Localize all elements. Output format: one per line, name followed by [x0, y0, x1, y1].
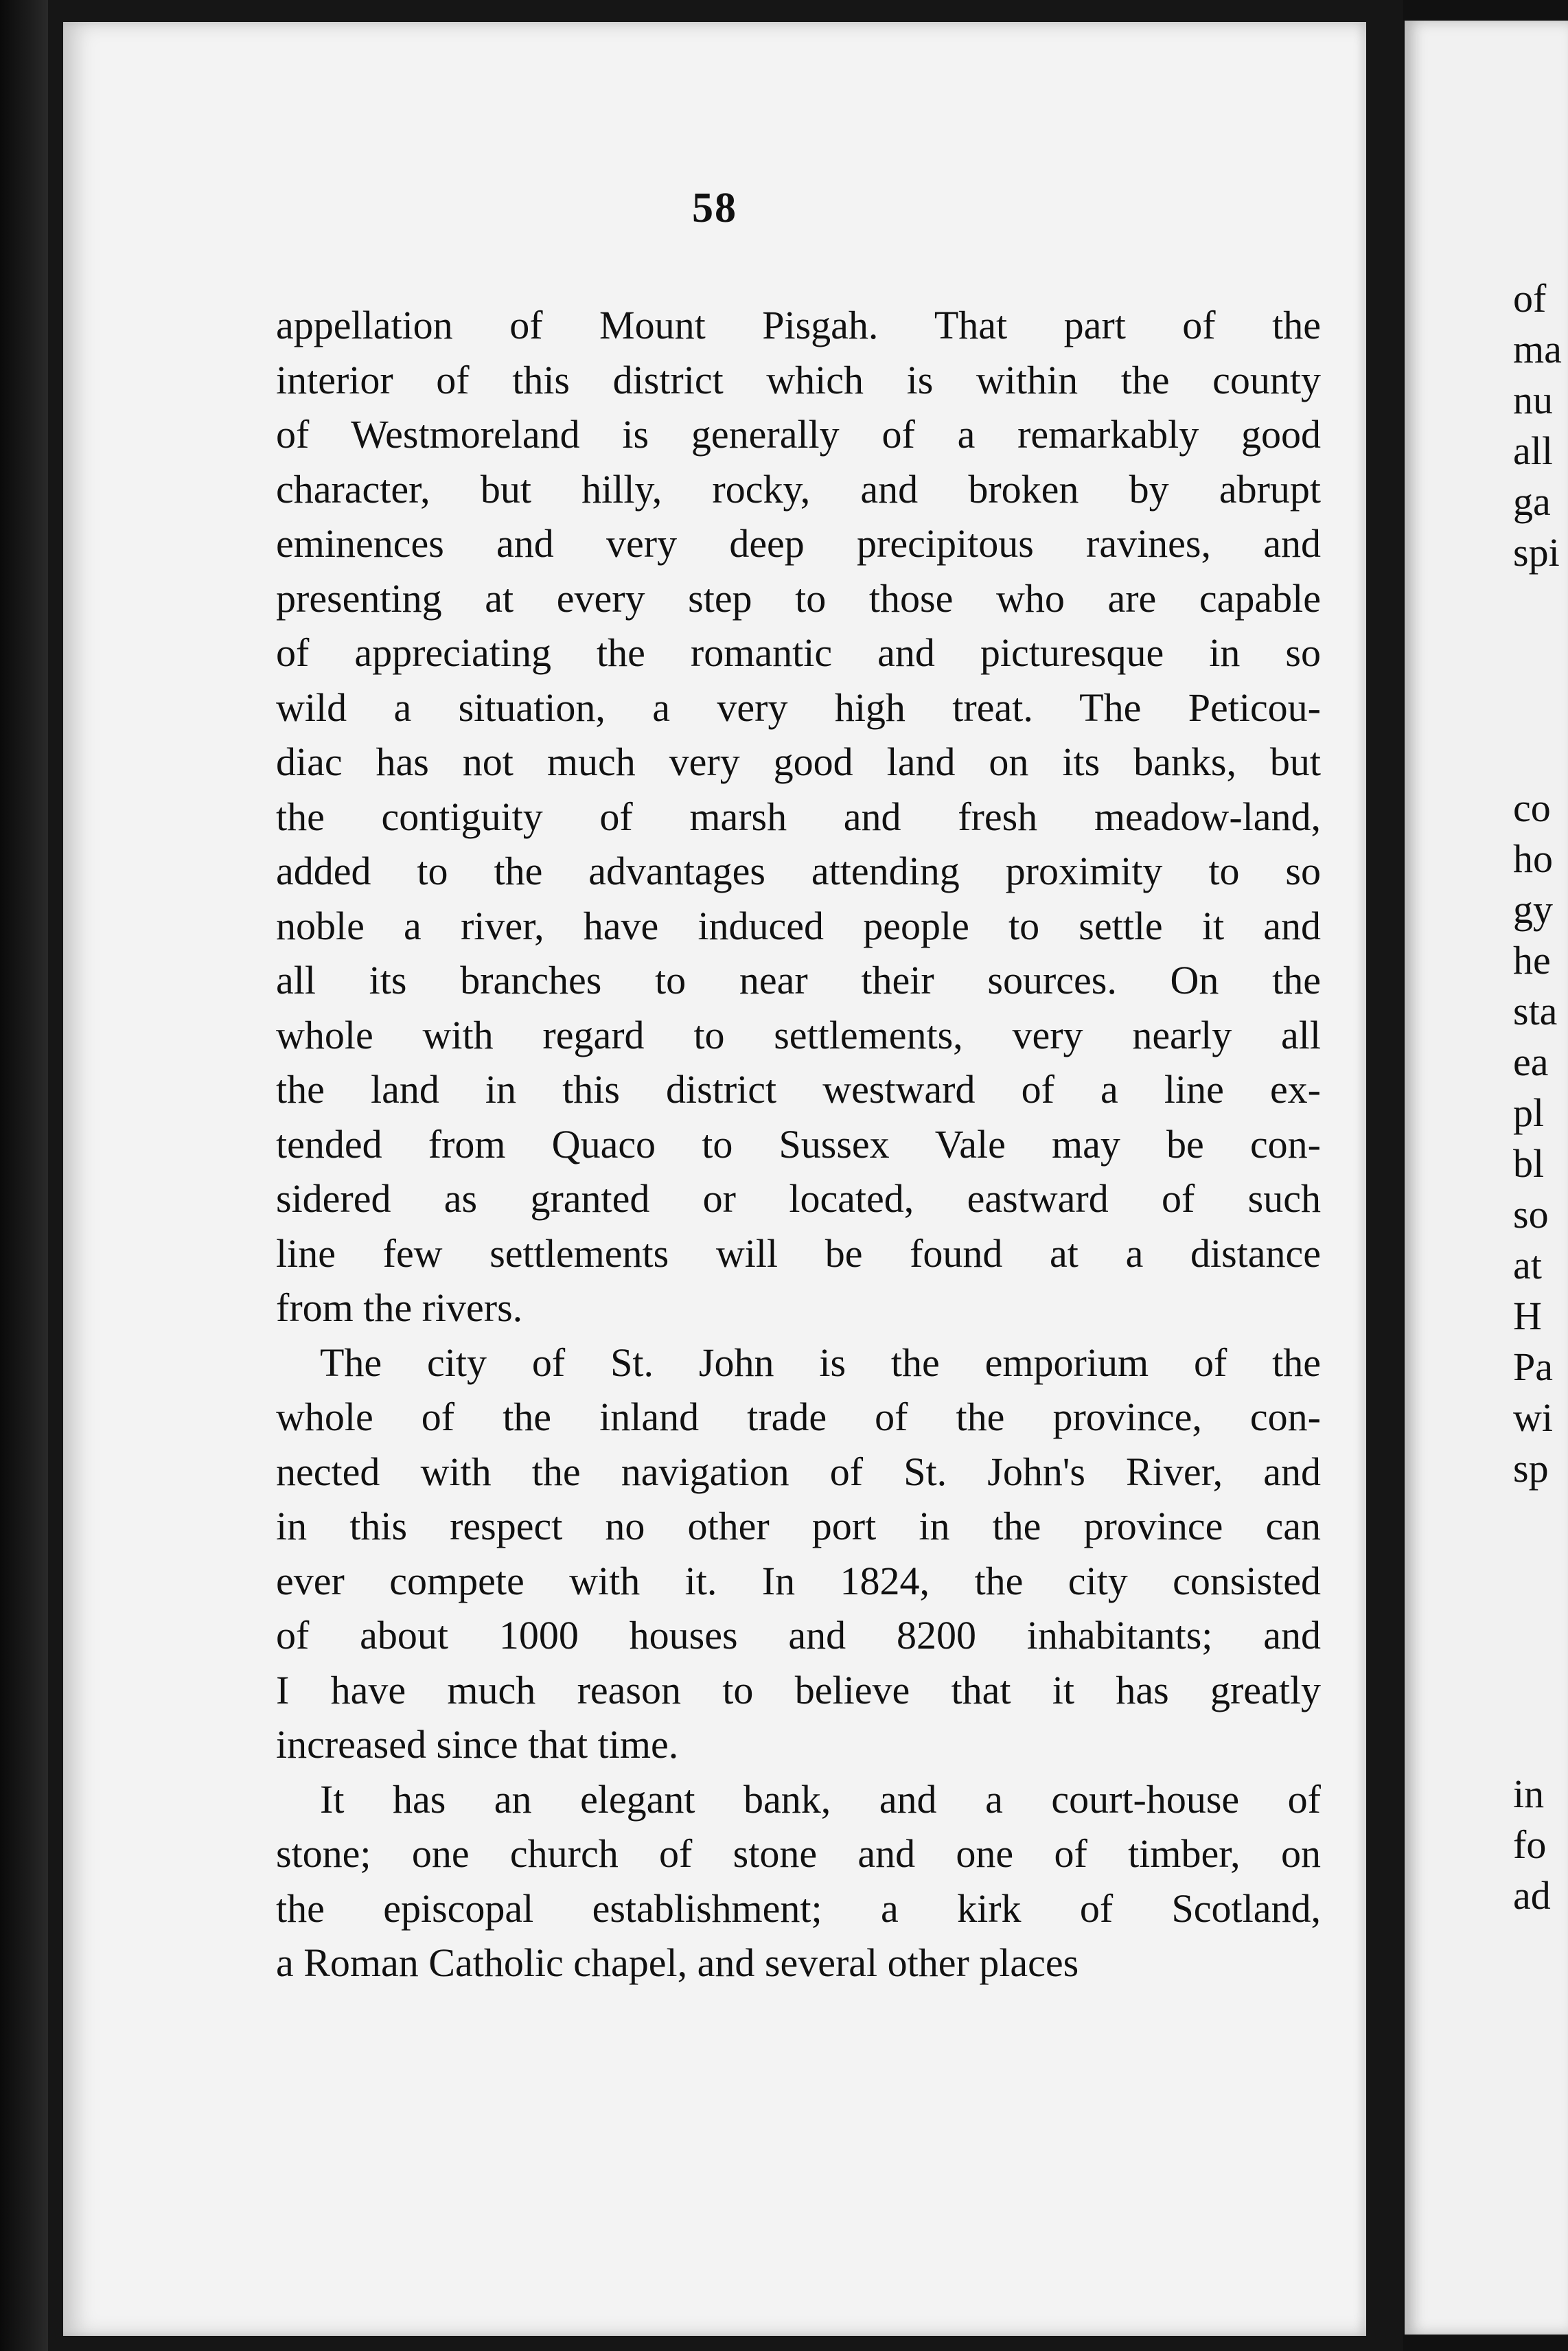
text-line: interior of this district which is within the county — [276, 357, 1321, 402]
adjacent-page-word-fragment: all — [1513, 428, 1553, 473]
adjacent-page-edge — [1405, 21, 1568, 2335]
text-line: a Roman Catholic chapel, and several other places — [276, 1940, 1079, 1985]
adjacent-page-word-fragment: spi — [1513, 530, 1560, 575]
adjacent-page-word-fragment: co — [1513, 785, 1551, 830]
text-line: of Westmoreland is generally of a remarkably good — [276, 412, 1321, 457]
text-line: noble a river, have induced people to settle it and — [276, 903, 1321, 948]
adjacent-page-word-fragment: sta — [1513, 989, 1558, 1033]
paragraph — [276, 1335, 1321, 1772]
text-line: I have much reason to believe that it has greatly — [276, 1667, 1321, 1712]
adjacent-page-word-fragment: he — [1513, 938, 1551, 983]
text-line: tended from Quaco to Sussex Vale may be con- — [276, 1121, 1321, 1167]
text-line: in this respect no other port in the province can — [276, 1504, 1321, 1548]
book-page — [63, 22, 1366, 2336]
text-line: stone; one church of stone and one of timber, on — [276, 1831, 1321, 1876]
text-line: the land in this district westward of a line ex- — [276, 1067, 1321, 1112]
adjacent-page-word-fragment: pl — [1513, 1090, 1545, 1135]
text-line: character, but hilly, rocky, and broken by abrupt — [276, 466, 1321, 512]
text-line: of appreciating the romantic and picturesque in so — [276, 630, 1321, 675]
adjacent-page-word-fragment: so — [1513, 1192, 1549, 1237]
adjacent-page-word-fragment: ma — [1513, 327, 1562, 371]
text-line: presenting at every step to those who are capable — [276, 575, 1321, 621]
adjacent-page-word-fragment: ho — [1513, 836, 1553, 881]
text-line: whole of the inland trade of the province, con- — [276, 1395, 1321, 1439]
adjacent-page-word-fragment: H — [1513, 1294, 1542, 1338]
text-line: The city of St. John is the emporium of the — [320, 1340, 1321, 1385]
book-binding-edge — [0, 0, 48, 2351]
text-line: sidered as granted or located, eastward of such — [276, 1176, 1321, 1221]
adjacent-page-word-fragment: nu — [1513, 378, 1553, 422]
text-line: of about 1000 houses and 8200 inhabitants; and — [276, 1613, 1321, 1658]
paragraph — [276, 298, 1321, 1335]
text-line: whole with regard to settlements, very nearly all — [276, 1012, 1321, 1057]
adjacent-page-word-fragment: ad — [1513, 1873, 1551, 1918]
text-line: nected with the navigation of St. John's River, and — [276, 1449, 1321, 1494]
adjacent-page-word-fragment: Pa — [1513, 1344, 1553, 1389]
text-line: eminences and very deep precipitous ravines, and — [276, 521, 1321, 566]
paragraph — [276, 1772, 1321, 1991]
adjacent-page-word-fragment: fo — [1513, 1822, 1547, 1867]
adjacent-page-word-fragment: sp — [1513, 1446, 1549, 1491]
text-line: the contiguity of marsh and fresh meadow-land, — [276, 794, 1321, 839]
adjacent-page-word-fragment: wi — [1513, 1395, 1553, 1440]
text-line: It has an elegant bank, and a court-house of — [320, 1776, 1321, 1822]
text-line: added to the advantages attending proximity to so — [276, 849, 1321, 893]
text-line: wild a situation, a very high treat. The Peticou- — [276, 685, 1321, 730]
text-line: from the rivers. — [276, 1285, 523, 1330]
text-line: the episcopal establishment; a kirk of Scotland, — [276, 1885, 1321, 1931]
text-line: diac has not much very good land on its banks, but — [276, 739, 1321, 784]
adjacent-page-word-fragment: of — [1513, 276, 1547, 321]
text-line: increased since that time. — [276, 1722, 679, 1767]
adjacent-page-word-fragment: at — [1513, 1243, 1542, 1287]
page-number: 58 — [692, 185, 737, 231]
body-text — [276, 298, 1321, 1991]
text-line: ever compete with it. In 1824, the city consisted — [276, 1558, 1321, 1603]
adjacent-page-word-fragment: gy — [1513, 887, 1553, 932]
adjacent-page-word-fragment: in — [1513, 1771, 1545, 1816]
adjacent-page-word-fragment: ea — [1513, 1040, 1549, 1084]
text-line: all its branches to near their sources. On the — [276, 958, 1321, 1002]
adjacent-page-word-fragment: bl — [1513, 1141, 1545, 1186]
text-line: appellation of Mount Pisgah. That part of the — [276, 303, 1321, 347]
adjacent-page-word-fragment: ga — [1513, 479, 1551, 524]
text-line: line few settlements will be found at a distance — [276, 1230, 1321, 1276]
